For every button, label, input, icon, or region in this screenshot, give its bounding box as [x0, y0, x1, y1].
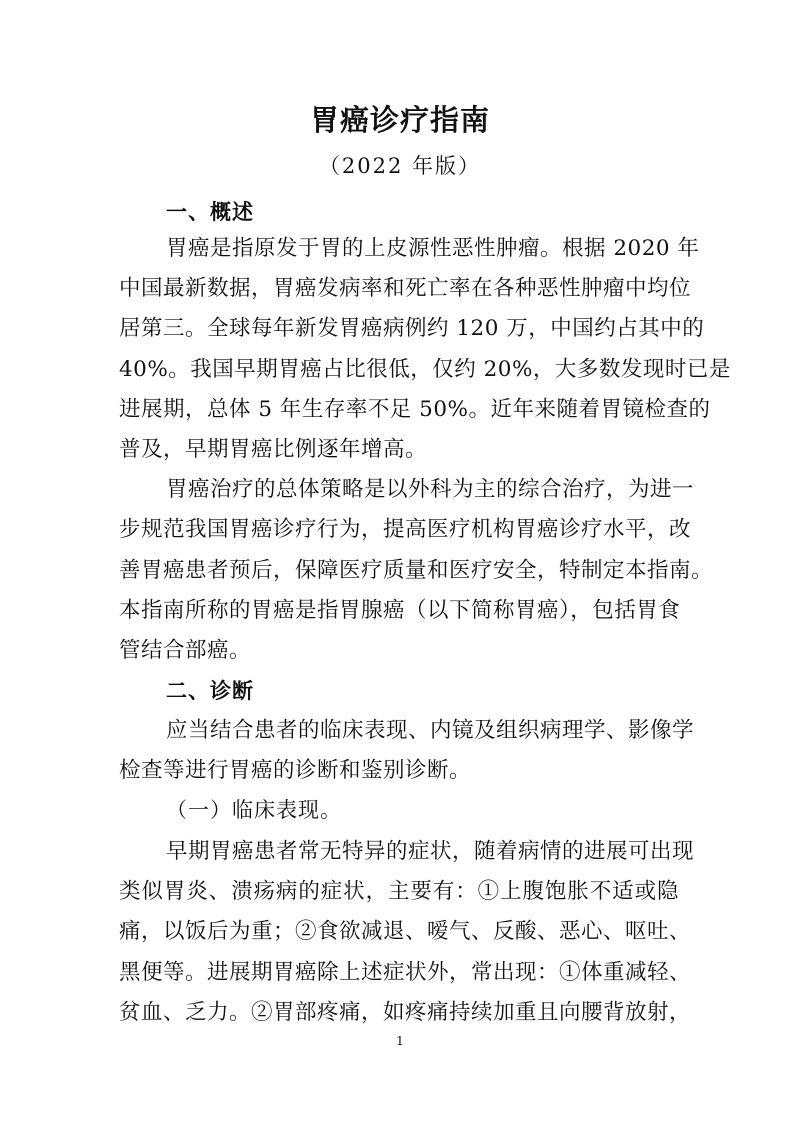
- paragraph-line: 居第三。全球每年新发胃癌病例约 120 万，中国约占其中的: [119, 316, 705, 341]
- paragraph-line: 善胃癌患者预后，保障医疗质量和医疗安全，特制定本指南。: [119, 558, 714, 583]
- paragraph-line: 普及，早期胃癌比例逐年增高。: [119, 437, 428, 462]
- paragraph-line: 应当结合患者的临床表现、内镜及组织病理学、影像学: [166, 718, 695, 743]
- paragraph-line: 进展期，总体 5 年生存率不足 50%。近年来随着胃镜检查的: [119, 397, 711, 422]
- paragraph-line: 本指南所称的胃癌是指胃腺癌（以下简称胃癌），包括胃食: [119, 598, 681, 623]
- section-heading-diagnosis: 二、诊断: [166, 679, 254, 703]
- paragraph-line: 痛，以饭后为重；②食欲减退、嗳气、反酸、恶心、呕吐、: [119, 919, 692, 944]
- paragraph-line: 管结合部癌。: [119, 638, 252, 663]
- paragraph-line: 中国最新数据，胃癌发病率和死亡率在各种恶性肿瘤中均位: [119, 276, 692, 301]
- page-number: 1: [396, 1034, 404, 1048]
- paragraph-line: 检查等进行胃癌的诊断和鉴别诊断。: [119, 758, 472, 783]
- section-heading-overview: 一、概述: [166, 200, 254, 224]
- paragraph-line: 步规范我国胃癌诊疗行为，提高医疗机构胃癌诊疗水平，改: [119, 517, 692, 542]
- paragraph-line: 胃癌治疗的总体策略是以外科为主的综合治疗，为进一: [166, 477, 695, 502]
- paragraph-line: 40%。我国早期胃癌占比很低，仅约 20%，大多数发现时已是: [119, 357, 731, 382]
- paragraph-line: 黑便等。进展期胃癌除上述症状外，常出现：①体重减轻、: [119, 960, 692, 985]
- document-title: 胃癌诊疗指南: [309, 103, 490, 137]
- paragraph-line: 胃癌是指原发于胃的上皮源性恶性肿瘤。根据 2020 年: [166, 236, 700, 261]
- paragraph-line: 类似胃炎、溃疡病的症状，主要有：①上腹饱胀不适或隐: [119, 879, 679, 904]
- paragraph-line: 贫血、乏力。②胃部疼痛，如疼痛持续加重且向腰背放射，: [119, 1000, 692, 1025]
- subsection-heading-clinical: （一）临床表现。: [166, 798, 342, 822]
- document-subtitle: （2022 年版）: [318, 154, 482, 178]
- paragraph-line: 早期胃癌患者常无特异的症状，随着病情的进展可出现: [166, 839, 695, 864]
